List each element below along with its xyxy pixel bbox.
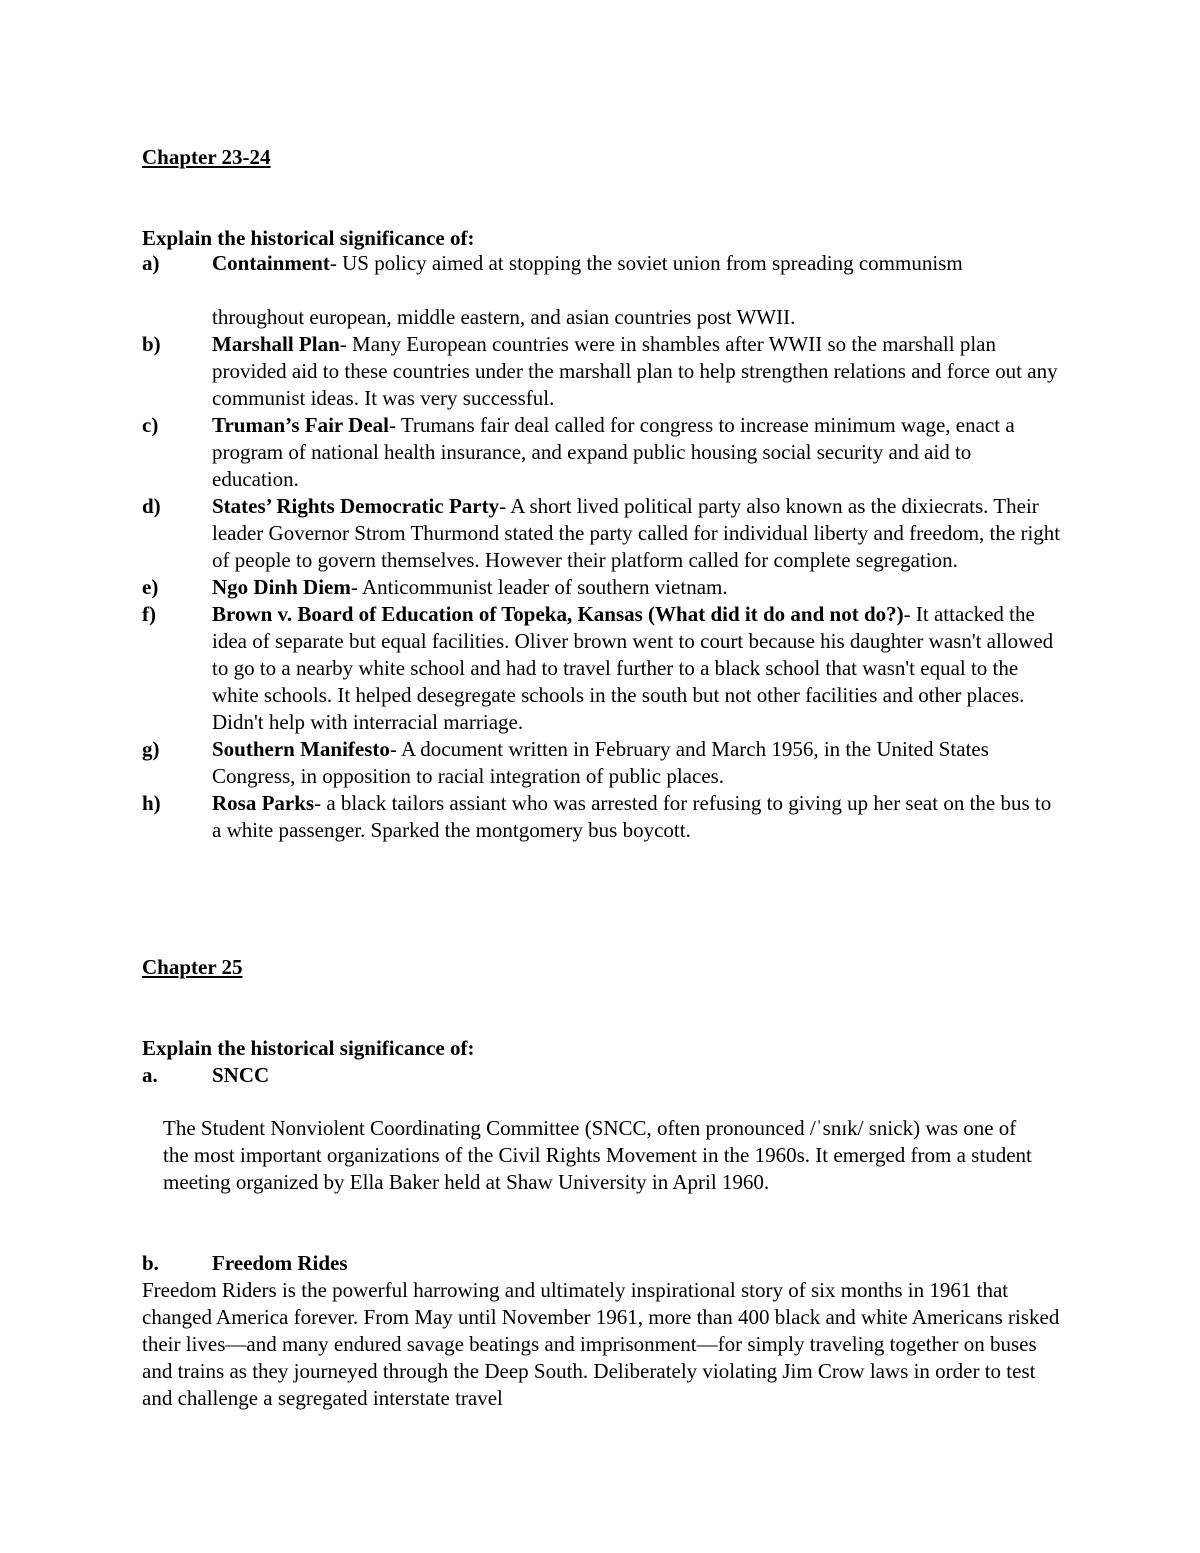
item-term: Ngo Dinh Diem [212,575,351,599]
item-letter: b. [142,1251,159,1275]
item-separator: - [499,494,511,518]
term-list [142,250,1062,844]
paragraph: The Student Nonviolent Coordinating Committee (SNCC, often pronounced /ˈsnɪk/ snick) was one of the most important organizations of the Civil Rights Movement in the 1960s. It emerged from a student meeting organized by Ella Baker held at Shaw University in April 1960. [163,1116,1032,1194]
item-separator: - [388,413,401,437]
item-term: Containment [212,251,330,275]
item-letter: e) [142,575,159,599]
item-text: Many European countries were in shambles after WWII so the marshall plan provided aid to these countries under the marshall plan to help strengthen relations and force out any communist ideas. It was very successful. [212,332,1058,410]
item-text: Trumans fair deal called for congress to increase minimum wage, enact a program of national health insurance, and expand public housing social security and aid to education. [212,413,1015,491]
item-term: Brown v. Board of Education of Topeka, Kansas (What did it do and not do?) [212,602,904,626]
item-text: It attacked the idea of separate but equal facilities. Oliver brown went to court because his daughter wasn't allowed to go to a nearby white school and had to travel further to a black school that wasn't equal to the white schools. It helped desegregate schools in the south but not other facilities and other places. Didn't help with interracial marriage. [212,602,1054,734]
item-letter: f) [142,602,156,626]
list-item [142,412,1062,493]
section-prompt: Explain the historical significance of: [142,1036,475,1060]
item-text: A document written in February and March 1956, in the United States Congress, in opposition to racial integration of public places. [212,737,989,788]
item-letter: b) [142,332,161,356]
chapter-title: Chapter 25 [142,955,243,979]
item-text-continued: throughout european, middle eastern, and asian countries post WWII. [212,305,796,329]
section-prompt: Explain the historical significance of: [142,226,475,250]
item-letter: a) [142,251,160,275]
item-letter: d) [142,494,161,518]
item-separator: - [329,251,343,275]
item-letter: h) [142,791,161,815]
item-separator: - [350,575,362,599]
item-term: SNCC [212,1063,270,1087]
paragraph: Freedom Riders is the powerful harrowing and ultimately inspirational story of six months in 1961 that changed America forever. From May until November 1961, more than 400 black and white Americans risked their lives—and many endured savage beatings and imprisonment—for simply traveling together on buses and trains as they journeyed through the Deep South. Deliberately violating Jim Crow laws in order to test and challenge a segregated interstate travel [142,1278,1060,1410]
item-term: States’ Rights Democratic Party [212,494,500,518]
item-separator: - [389,737,402,761]
item-letter: a. [142,1063,158,1087]
item-text: a black tailors assiant who was arrested for refusing to giving up her seat on the bus to a white passenger. Sparked the montgomery bus boycott. [212,791,1052,842]
list-item [142,790,1062,844]
item-separator: - [339,332,353,356]
item-separator: - [314,791,327,815]
list-item [142,1062,1062,1089]
item-text: Anticommunist leader of southern vietnam. [361,575,728,599]
list-item [142,574,1062,601]
item-letter: c) [142,413,159,437]
item-term: Southern Manifesto [212,737,390,761]
item-separator: - [903,602,916,626]
item-letter: g) [142,737,160,761]
list-item [142,493,1062,574]
list-item [142,601,1062,736]
list-item [142,1250,1062,1277]
item-term: Truman’s Fair Deal [212,413,389,437]
list-item [142,331,1062,412]
list-item [142,250,1062,331]
item-term: Freedom Rides [212,1251,348,1275]
item-term: Marshall Plan [212,332,340,356]
item-text: A short lived political party also known as the dixiecrats. Their leader Governor Strom Thurmond stated the party called for individual liberty and freedom, the right of people to govern themselves. However their platform called for complete segregation. [212,494,1061,572]
item-text: US policy aimed at stopping the soviet union from spreading communism [342,251,963,275]
chapter-title: Chapter 23-24 [142,145,271,169]
list-item [142,736,1062,790]
item-term: Rosa Parks [212,791,315,815]
